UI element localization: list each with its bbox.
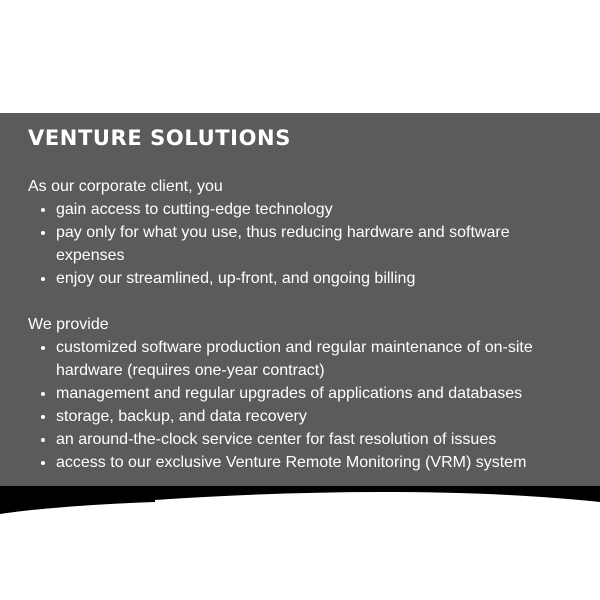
- section2-intro: We provide: [28, 316, 109, 333]
- list-item: • storage, backup, and data recovery: [56, 405, 572, 428]
- list-item: • management and regular upgrades of applications and databases: [56, 382, 572, 405]
- list-item: • an around-the-clock service center for fast resolution of issues: [56, 428, 572, 451]
- list-item: • customized software production and regular maintenance of on-site hardware (requires one-year contract): [56, 336, 572, 382]
- benefits-list: [28, 198, 572, 290]
- decorative-swoosh: [0, 480, 600, 525]
- content-panel: [0, 113, 600, 486]
- list-item: • gain access to cutting-edge technology: [56, 198, 572, 221]
- services-list: [28, 336, 572, 474]
- list-item: • enjoy our streamlined, up-front, and ongoing billing: [56, 267, 572, 290]
- list-item: • pay only for what you use, thus reducing hardware and software expenses: [56, 221, 572, 267]
- list-item: • access to our exclusive Venture Remote Monitoring (VRM) system: [56, 451, 572, 474]
- section1-intro: As our corporate client, you: [28, 178, 223, 195]
- page-title: VENTURE SOLUTIONS: [28, 126, 291, 150]
- swoosh-shape: [0, 486, 600, 514]
